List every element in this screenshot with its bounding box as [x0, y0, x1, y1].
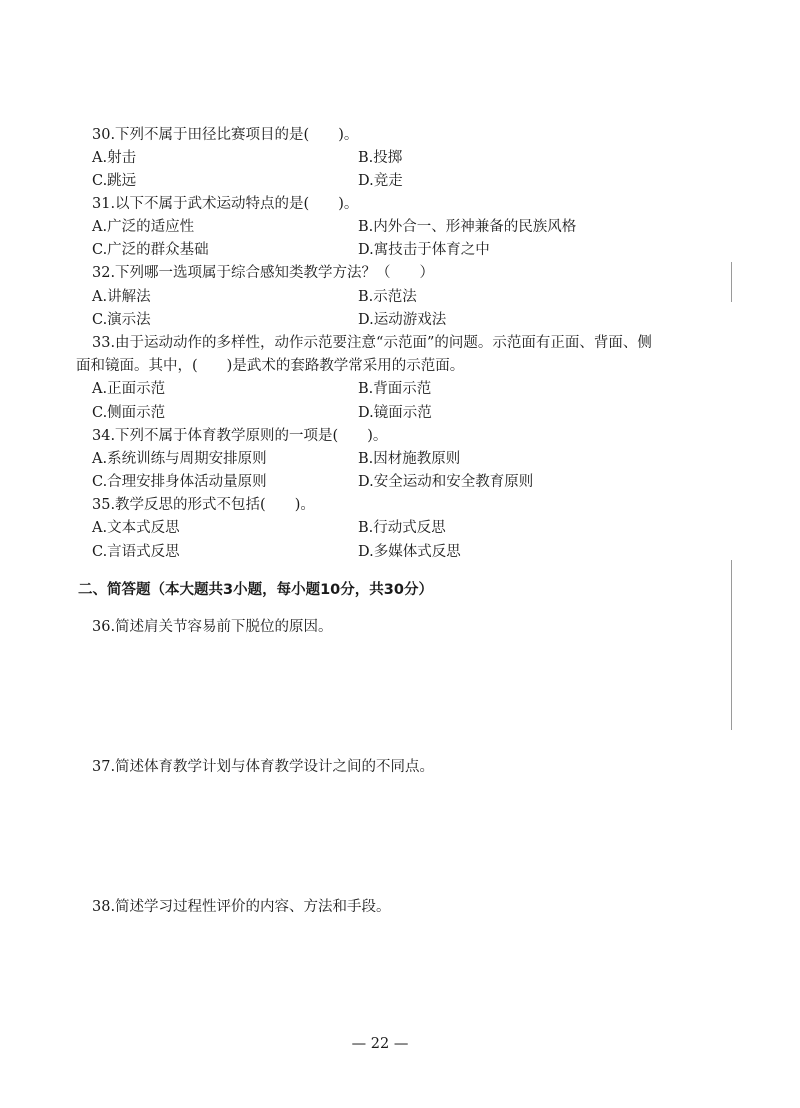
- question-34-option-a: A.系统训练与周期安排原则: [92, 451, 267, 467]
- question-32-option-b: B.示范法: [358, 289, 417, 305]
- question-32-option-a: A.讲解法: [92, 289, 151, 305]
- question-31-option-c: C.广泛的群众基础: [92, 242, 209, 258]
- question-33-option-b: B.背面示范: [358, 381, 432, 397]
- question-31-option-a: A.广泛的适应性: [92, 219, 195, 235]
- scan-margin-line-lower: [731, 560, 732, 730]
- question-30-option-b: B.投掷: [358, 150, 403, 166]
- question-30-option-c: C.跳远: [92, 173, 137, 189]
- question-35-option-a: A.文本式反思: [92, 520, 180, 536]
- question-35-stem: 35.教学反思的形式不包括( )。: [92, 497, 315, 513]
- question-32-stem: 32.下列哪一选项属于综合感知类教学方法？（ ）: [92, 265, 435, 281]
- page-number: — 22 —: [351, 1036, 409, 1052]
- question-37: 37.简述体育教学计划与体育教学设计之间的不同点。: [92, 759, 435, 775]
- question-34-option-b: B.因材施教原则: [358, 451, 461, 467]
- question-33-stem-continued: 面和镜面。其中，( )是武术的套路教学常采用的示范面。: [76, 358, 465, 374]
- question-33-option-a: A.正面示范: [92, 381, 166, 397]
- question-35-option-d: D.多媒体式反思: [358, 544, 461, 560]
- question-35-option-b: B.行动式反思: [358, 520, 446, 536]
- question-33-option-c: C.侧面示范: [92, 405, 166, 421]
- question-32-option-c: C.演示法: [92, 312, 151, 328]
- question-31-stem: 31.以下不属于武术运动特点的是( )。: [92, 196, 359, 212]
- question-33-option-d: D.镜面示范: [358, 405, 432, 421]
- question-30-option-a: A.射击: [92, 150, 137, 166]
- question-34-option-c: C.合理安排身体活动量原则: [92, 474, 267, 490]
- question-36: 36.简述肩关节容易前下脱位的原因。: [92, 619, 333, 635]
- question-31-option-d: D.寓技击于体育之中: [358, 242, 490, 258]
- question-38: 38.简述学习过程性评价的内容、方法和手段。: [92, 899, 391, 915]
- section-2-heading: 二、简答题（本大题共3小题，每小题10分，共30分）: [78, 582, 433, 598]
- question-34-stem: 34.下列不属于体育教学原则的一项是( )。: [92, 428, 388, 444]
- question-30-option-d: D.竞走: [358, 173, 403, 189]
- question-30-stem: 30.下列不属于田径比赛项目的是( )。: [92, 127, 359, 143]
- question-31-option-b: B.内外合一、形神兼备的民族风格: [358, 219, 577, 235]
- question-35-option-c: C.言语式反思: [92, 544, 180, 560]
- question-33-stem: 33.由于运动动作的多样性，动作示范要注意“示范面”的问题。示范面有正面、背面、侧: [92, 335, 652, 351]
- question-32-option-d: D.运动游戏法: [358, 312, 447, 328]
- scan-margin-line: [731, 262, 732, 302]
- question-34-option-d: D.安全运动和安全教育原则: [358, 474, 534, 490]
